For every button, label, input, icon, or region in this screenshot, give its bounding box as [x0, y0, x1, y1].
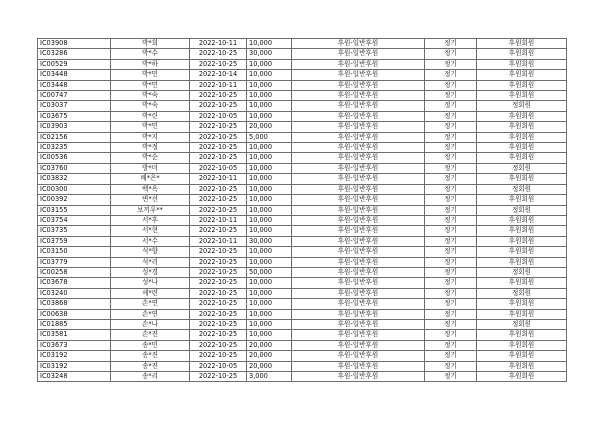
table-body — [38, 39, 567, 382]
donation-frequency-cell: 정기 — [425, 153, 477, 163]
donation-type-cell: 후원-일반후원 — [292, 299, 425, 309]
donation-type-cell: 후원-일반후원 — [292, 132, 425, 142]
donation-type-cell: 후원-일반후원 — [292, 226, 425, 236]
donation-type-cell: 후원-일반후원 — [292, 330, 425, 340]
donor-name-cell: 박*숙 — [111, 91, 190, 101]
table-row — [38, 299, 567, 309]
donor-id-cell: IC03192 — [38, 351, 111, 361]
member-type-cell: 후원회원 — [477, 215, 567, 225]
table-row — [38, 278, 567, 288]
donation-type-cell: 후원-일반후원 — [292, 184, 425, 194]
donation-date-cell: 2022-10-05 — [190, 361, 247, 371]
table-row — [38, 236, 567, 246]
donor-id-cell: IC03150 — [38, 247, 111, 257]
donation-amount-cell: 3,000 — [247, 372, 292, 382]
donation-amount-cell: 10,000 — [247, 205, 292, 215]
donation-type-cell: 후원-일반후원 — [292, 101, 425, 111]
donation-amount-cell: 10,000 — [247, 59, 292, 69]
member-type-cell: 후원회원 — [477, 247, 567, 257]
donation-type-cell: 후원-일반후원 — [292, 257, 425, 267]
donation-date-cell: 2022-10-25 — [190, 340, 247, 350]
table-row — [38, 163, 567, 173]
member-type-cell: 후원회원 — [477, 299, 567, 309]
member-type-cell: 정회원 — [477, 288, 567, 298]
donation-amount-cell: 50,000 — [247, 267, 292, 277]
donation-frequency-cell: 정기 — [425, 319, 477, 329]
donor-name-cell: 백*옥 — [111, 184, 190, 194]
donation-date-cell: 2022-10-25 — [190, 153, 247, 163]
table-row — [38, 174, 567, 184]
member-type-cell: 정회원 — [477, 205, 567, 215]
table-row — [38, 330, 567, 340]
donor-name-cell: 방*미 — [111, 163, 190, 173]
donation-date-cell: 2022-10-25 — [190, 101, 247, 111]
donation-date-cell: 2022-10-25 — [190, 91, 247, 101]
table-row — [38, 70, 567, 80]
table-row — [38, 309, 567, 319]
donation-amount-cell: 10,000 — [247, 153, 292, 163]
donation-frequency-cell: 정기 — [425, 247, 477, 257]
donation-type-cell: 후원-일반후원 — [292, 247, 425, 257]
donation-date-cell: 2022-10-11 — [190, 174, 247, 184]
member-type-cell: 후원회원 — [477, 236, 567, 246]
donor-name-cell: 손*연 — [111, 299, 190, 309]
donor-id-cell: IC00747 — [38, 91, 111, 101]
donor-id-cell: IC03581 — [38, 330, 111, 340]
donation-frequency-cell: 정기 — [425, 257, 477, 267]
donor-name-cell: 박*하 — [111, 59, 190, 69]
table-row — [38, 247, 567, 257]
member-type-cell: 후원회원 — [477, 153, 567, 163]
donation-date-cell: 2022-10-11 — [190, 236, 247, 246]
member-type-cell: 후원회원 — [477, 340, 567, 350]
donation-date-cell: 2022-10-25 — [190, 278, 247, 288]
member-type-cell: 후원회원 — [477, 132, 567, 142]
donation-amount-cell: 10,000 — [247, 143, 292, 153]
donation-date-cell: 2022-10-25 — [190, 267, 247, 277]
donation-frequency-cell: 정기 — [425, 361, 477, 371]
donation-date-cell: 2022-10-25 — [190, 288, 247, 298]
donation-type-cell: 후원-일반후원 — [292, 163, 425, 173]
donation-date-cell: 2022-10-25 — [190, 184, 247, 194]
member-type-cell: 후원회원 — [477, 226, 567, 236]
member-type-cell: 후원회원 — [477, 91, 567, 101]
donation-type-cell: 후원-일반후원 — [292, 70, 425, 80]
donation-frequency-cell: 정기 — [425, 91, 477, 101]
table-row — [38, 39, 567, 49]
donation-type-cell: 후원-일반후원 — [292, 122, 425, 132]
donation-amount-cell: 10,000 — [247, 257, 292, 267]
donor-name-cell: 셰*련 — [111, 288, 190, 298]
table-row — [38, 319, 567, 329]
donation-amount-cell: 10,000 — [247, 163, 292, 173]
donation-amount-cell: 30,000 — [247, 236, 292, 246]
table-row — [38, 91, 567, 101]
member-type-cell: 후원회원 — [477, 257, 567, 267]
donation-frequency-cell: 정기 — [425, 267, 477, 277]
member-type-cell: 정회원 — [477, 101, 567, 111]
donor-id-cell: IC03678 — [38, 278, 111, 288]
table-row — [38, 49, 567, 59]
member-type-cell: 후원회원 — [477, 122, 567, 132]
donor-id-cell: IC03779 — [38, 257, 111, 267]
donation-date-cell: 2022-10-25 — [190, 351, 247, 361]
donation-type-cell: 후원-일반후원 — [292, 319, 425, 329]
donation-frequency-cell: 정기 — [425, 205, 477, 215]
donation-amount-cell: 10,000 — [247, 80, 292, 90]
donor-id-cell: IC03192 — [38, 361, 111, 371]
member-type-cell: 정회원 — [477, 267, 567, 277]
donation-date-cell: 2022-10-25 — [190, 143, 247, 153]
table-row — [38, 101, 567, 111]
donation-date-cell: 2022-10-25 — [190, 195, 247, 205]
donation-amount-cell: 10,000 — [247, 319, 292, 329]
donor-id-cell: IC03832 — [38, 174, 111, 184]
donor-name-cell: 석*향 — [111, 247, 190, 257]
donor-id-cell: IC03675 — [38, 111, 111, 121]
table-row — [38, 288, 567, 298]
member-type-cell: 후원회원 — [477, 49, 567, 59]
donation-amount-cell: 10,000 — [247, 39, 292, 49]
donor-id-cell: IC03908 — [38, 39, 111, 49]
table-row — [38, 80, 567, 90]
donation-amount-cell: 10,000 — [247, 111, 292, 121]
donation-date-cell: 2022-10-25 — [190, 49, 247, 59]
donation-type-cell: 후원-일반후원 — [292, 340, 425, 350]
donation-frequency-cell: 정기 — [425, 111, 477, 121]
donation-table — [37, 38, 567, 382]
donation-type-cell: 후원-일반후원 — [292, 80, 425, 90]
donor-name-cell: 배*은* — [111, 174, 190, 184]
donor-id-cell: IC00536 — [38, 153, 111, 163]
donation-frequency-cell: 정기 — [425, 236, 477, 246]
member-type-cell: 후원회원 — [477, 351, 567, 361]
table-row — [38, 257, 567, 267]
donation-date-cell: 2022-10-25 — [190, 247, 247, 257]
table-row — [38, 184, 567, 194]
donation-amount-cell: 20,000 — [247, 122, 292, 132]
table-row — [38, 143, 567, 153]
donation-frequency-cell: 정기 — [425, 49, 477, 59]
member-type-cell: 후원회원 — [477, 111, 567, 121]
member-type-cell: 후원회원 — [477, 278, 567, 288]
donor-name-cell: 박*정 — [111, 143, 190, 153]
donor-name-cell: 박*수 — [111, 49, 190, 59]
donation-amount-cell: 10,000 — [247, 288, 292, 298]
donor-id-cell: IC03248 — [38, 372, 111, 382]
donation-frequency-cell: 정기 — [425, 163, 477, 173]
donation-frequency-cell: 정기 — [425, 122, 477, 132]
donation-date-cell: 2022-10-25 — [190, 257, 247, 267]
donor-name-cell: 박*민 — [111, 70, 190, 80]
donor-name-cell: 석*리 — [111, 257, 190, 267]
donor-id-cell: IC03903 — [38, 122, 111, 132]
table-row — [38, 59, 567, 69]
member-type-cell: 후원회원 — [477, 39, 567, 49]
donor-name-cell: 서*현 — [111, 226, 190, 236]
donation-frequency-cell: 정기 — [425, 288, 477, 298]
donation-amount-cell: 10,000 — [247, 330, 292, 340]
donation-amount-cell: 10,000 — [247, 226, 292, 236]
donation-frequency-cell: 정기 — [425, 195, 477, 205]
donor-id-cell: IC03759 — [38, 236, 111, 246]
donor-name-cell: 손*연 — [111, 309, 190, 319]
donation-frequency-cell: 정기 — [425, 278, 477, 288]
donor-name-cell: 변*선 — [111, 195, 190, 205]
donor-name-cell: 성*나 — [111, 278, 190, 288]
donation-frequency-cell: 정기 — [425, 309, 477, 319]
donation-date-cell: 2022-10-05 — [190, 111, 247, 121]
donation-amount-cell: 10,000 — [247, 195, 292, 205]
table-row — [38, 215, 567, 225]
donor-name-cell: 박*순 — [111, 153, 190, 163]
donation-frequency-cell: 정기 — [425, 226, 477, 236]
table-row — [38, 372, 567, 382]
donation-frequency-cell: 정기 — [425, 132, 477, 142]
donation-type-cell: 후원-일반후원 — [292, 91, 425, 101]
table-row — [38, 205, 567, 215]
donation-frequency-cell: 정기 — [425, 39, 477, 49]
donation-type-cell: 후원-일반후원 — [292, 39, 425, 49]
donor-id-cell: IC03868 — [38, 299, 111, 309]
donation-amount-cell: 10,000 — [247, 174, 292, 184]
donation-amount-cell: 10,000 — [247, 278, 292, 288]
donation-amount-cell: 20,000 — [247, 340, 292, 350]
donation-type-cell: 후원-일반후원 — [292, 215, 425, 225]
donor-id-cell: IC00392 — [38, 195, 111, 205]
donor-name-cell: 박*민 — [111, 80, 190, 90]
donation-date-cell: 2022-10-25 — [190, 319, 247, 329]
donor-name-cell: 서*수 — [111, 236, 190, 246]
member-type-cell: 후원회원 — [477, 174, 567, 184]
donation-amount-cell: 10,000 — [247, 91, 292, 101]
member-type-cell: 후원회원 — [477, 143, 567, 153]
donation-amount-cell: 10,000 — [247, 309, 292, 319]
donor-id-cell: IC03735 — [38, 226, 111, 236]
donation-type-cell: 후원-일반후원 — [292, 59, 425, 69]
donation-amount-cell: 20,000 — [247, 351, 292, 361]
donor-id-cell: IC02156 — [38, 132, 111, 142]
donation-type-cell: 후원-일반후원 — [292, 372, 425, 382]
member-type-cell: 후원회원 — [477, 80, 567, 90]
donation-type-cell: 후원-일반후원 — [292, 195, 425, 205]
donor-id-cell: IC03673 — [38, 340, 111, 350]
donor-id-cell: IC00638 — [38, 309, 111, 319]
donation-type-cell: 후원-일반후원 — [292, 205, 425, 215]
donation-type-cell: 후원-일반후원 — [292, 111, 425, 121]
donor-id-cell: IC03448 — [38, 70, 111, 80]
donation-type-cell: 후원-일반후원 — [292, 288, 425, 298]
donation-date-cell: 2022-10-25 — [190, 299, 247, 309]
donation-amount-cell: 10,000 — [247, 184, 292, 194]
donation-type-cell: 후원-일반후원 — [292, 174, 425, 184]
member-type-cell: 후원회원 — [477, 195, 567, 205]
donation-date-cell: 2022-10-25 — [190, 330, 247, 340]
donation-amount-cell: 5,000 — [247, 132, 292, 142]
table-row — [38, 111, 567, 121]
donation-frequency-cell: 정기 — [425, 184, 477, 194]
donation-type-cell: 후원-일반후원 — [292, 278, 425, 288]
donor-id-cell: IC00529 — [38, 59, 111, 69]
donation-type-cell: 후원-일반후원 — [292, 351, 425, 361]
donation-frequency-cell: 정기 — [425, 215, 477, 225]
donation-frequency-cell: 정기 — [425, 299, 477, 309]
donation-date-cell: 2022-10-25 — [190, 122, 247, 132]
table-row — [38, 153, 567, 163]
donor-id-cell: IC03240 — [38, 288, 111, 298]
donor-name-cell: 손*진 — [111, 330, 190, 340]
donation-amount-cell: 10,000 — [247, 215, 292, 225]
member-type-cell: 후원회원 — [477, 361, 567, 371]
donation-amount-cell: 10,000 — [247, 70, 292, 80]
donation-date-cell: 2022-10-25 — [190, 226, 247, 236]
table-row — [38, 340, 567, 350]
table-row — [38, 195, 567, 205]
member-type-cell: 정회원 — [477, 184, 567, 194]
donation-frequency-cell: 정기 — [425, 340, 477, 350]
donation-amount-cell: 30,000 — [247, 49, 292, 59]
table-row — [38, 351, 567, 361]
donation-frequency-cell: 정기 — [425, 330, 477, 340]
member-type-cell: 후원회원 — [477, 330, 567, 340]
table-row — [38, 122, 567, 132]
donation-amount-cell: 10,000 — [247, 101, 292, 111]
donor-name-cell: 박*린 — [111, 111, 190, 121]
member-type-cell: 정회원 — [477, 163, 567, 173]
donation-amount-cell: 10,000 — [247, 299, 292, 309]
donor-name-cell: 박*민 — [111, 122, 190, 132]
donation-date-cell: 2022-10-11 — [190, 215, 247, 225]
donation-frequency-cell: 정기 — [425, 80, 477, 90]
donation-type-cell: 후원-일반후원 — [292, 153, 425, 163]
donor-id-cell: IC00258 — [38, 267, 111, 277]
donor-id-cell: IC03155 — [38, 205, 111, 215]
donation-date-cell: 2022-10-05 — [190, 163, 247, 173]
donation-date-cell: 2022-10-25 — [190, 132, 247, 142]
donor-id-cell: IC03448 — [38, 80, 111, 90]
donor-name-cell: 박*지 — [111, 132, 190, 142]
donation-amount-cell: 10,000 — [247, 247, 292, 257]
donor-id-cell: IC03760 — [38, 163, 111, 173]
member-type-cell: 후원회원 — [477, 372, 567, 382]
donation-type-cell: 후원-일반후원 — [292, 49, 425, 59]
donor-name-cell: 송*민 — [111, 340, 190, 350]
donation-date-cell: 2022-10-25 — [190, 372, 247, 382]
donation-frequency-cell: 정기 — [425, 70, 477, 80]
donor-id-cell: IC01885 — [38, 319, 111, 329]
donation-type-cell: 후원-일반후원 — [292, 143, 425, 153]
table-row — [38, 226, 567, 236]
donation-amount-cell: 20,000 — [247, 361, 292, 371]
donor-name-cell: 박*희 — [111, 39, 190, 49]
donor-id-cell: IC00300 — [38, 184, 111, 194]
donation-type-cell: 후원-일반후원 — [292, 236, 425, 246]
donor-id-cell: IC03754 — [38, 215, 111, 225]
member-type-cell: 후원회원 — [477, 70, 567, 80]
donor-name-cell: 손*나 — [111, 319, 190, 329]
member-type-cell: 후원회원 — [477, 59, 567, 69]
donor-name-cell: 서*후 — [111, 215, 190, 225]
donation-type-cell: 후원-일반후원 — [292, 267, 425, 277]
donation-date-cell: 2022-10-25 — [190, 59, 247, 69]
donation-date-cell: 2022-10-25 — [190, 309, 247, 319]
donor-name-cell: 송*진 — [111, 351, 190, 361]
donation-date-cell: 2022-10-14 — [190, 70, 247, 80]
member-type-cell: 후원회원 — [477, 309, 567, 319]
donation-frequency-cell: 정기 — [425, 351, 477, 361]
donation-frequency-cell: 정기 — [425, 143, 477, 153]
donation-date-cell: 2022-10-25 — [190, 205, 247, 215]
donation-frequency-cell: 정기 — [425, 59, 477, 69]
donor-id-cell: IC03037 — [38, 101, 111, 111]
donor-name-cell: 성*경 — [111, 267, 190, 277]
donor-name-cell: 송*리 — [111, 372, 190, 382]
donor-id-cell: IC03235 — [38, 143, 111, 153]
donor-name-cell: 보끼우** — [111, 205, 190, 215]
donation-type-cell: 후원-일반후원 — [292, 361, 425, 371]
donation-date-cell: 2022-10-11 — [190, 80, 247, 90]
table-row — [38, 361, 567, 371]
donation-type-cell: 후원-일반후원 — [292, 309, 425, 319]
donation-frequency-cell: 정기 — [425, 372, 477, 382]
table-row — [38, 267, 567, 277]
donation-date-cell: 2022-10-11 — [190, 39, 247, 49]
donor-name-cell: 송*진 — [111, 361, 190, 371]
table-row — [38, 132, 567, 142]
donor-name-cell: 박*숙 — [111, 101, 190, 111]
donor-id-cell: IC03286 — [38, 49, 111, 59]
donation-frequency-cell: 정기 — [425, 174, 477, 184]
member-type-cell: 정회원 — [477, 319, 567, 329]
donation-frequency-cell: 정기 — [425, 101, 477, 111]
